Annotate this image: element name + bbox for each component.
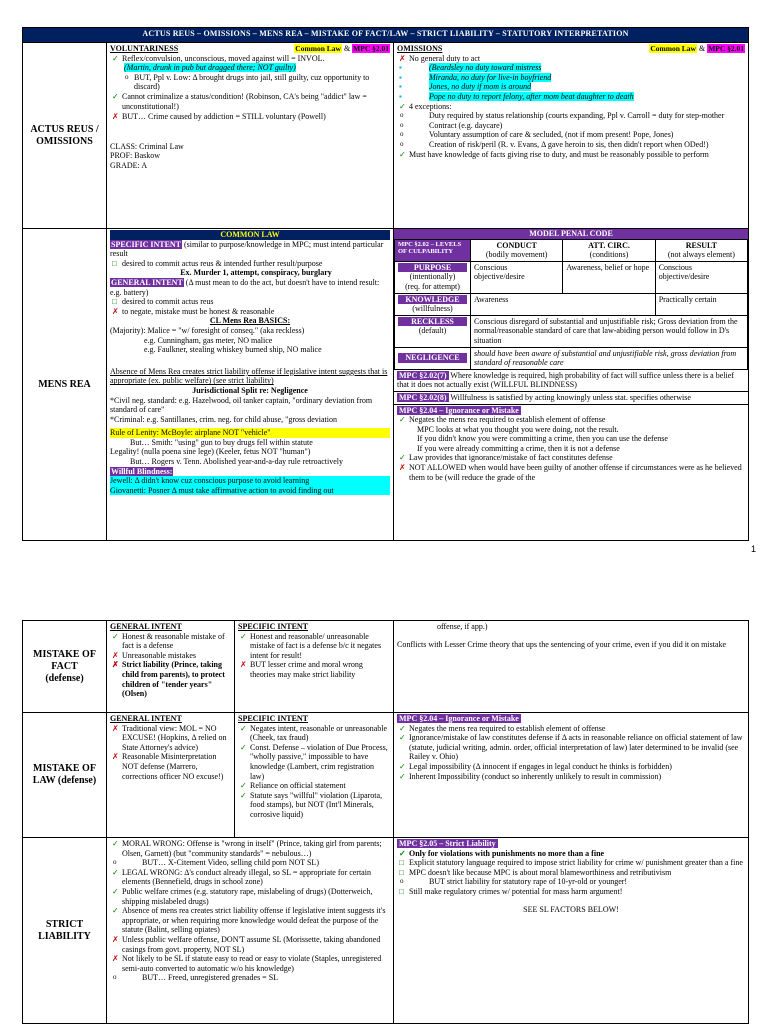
- mpc-201-tag: MPC §2.01: [353, 44, 389, 53]
- cl-item: (Majority): Malice = "w/ foresight of conseq." (aka reckless): [110, 325, 305, 335]
- page-number: 1: [750, 544, 756, 554]
- mol-general: GENERAL INTENT ✗ Traditional view: MOL = NO EXCUSE! (Hopkins, Δ relied on State Attorney's advice) ✗ Reasonable Misinterpretation NOT defense (Marrero, corrections officer NO excuse!): [107, 713, 235, 838]
- omissions-cell: OMISSIONS Common Law & MPC §2.01 ✗ No general duty to act ▪ (Beardsley no duty toward mistress ▪ Miranda, no duty for live-in boyfriend ▪ Jones, no duty if mom is around ▪ Pope no duty to report felony, after mom beat daughter to death ✓ 4 exceptions: o Duty required by status relationship (courts expanding, Ppl v. Carroll = duty for step-mother o Contract (e.g. daycare) o Voluntary assumption of care & secluded, (not if mom present! Pope, Jones) o Creation of risk/peril (R. v. Evans, Δ gave heroin to sis, then didn't report when ODed!) ✓ Must have knowledge of facts giving rise to duty, and must be reasonably possible to perform: [394, 43, 749, 229]
- amp-text: &: [343, 44, 351, 53]
- om-item: o Contract (e.g. daycare): [409, 121, 745, 131]
- cl-item: Jewell: Δ didn't know cuz conscious purpose to avoid learning: [110, 476, 390, 486]
- vol-item: ✗ BUT… Crime caused by addiction = STILL voluntary (Powell): [122, 112, 390, 122]
- conduct-header: CONDUCT: [496, 240, 537, 250]
- page-title: ACTUS REUS – OMISSIONS – MENS REA – MISTAKE OF FACT/LAW – STRICT LIABILITY – STATUTORY INTERPRETATION: [23, 28, 749, 43]
- culpability-table: MPC §2.02 – LEVELS OF CULPABILITY CONDUCT (bodily movement) ATT. CIRC. (conditions) RESULT (not always element) PURPOSE (intentionally) (req. for attempt) Conscious objective/desire Awareness, belief or hope Conscious objective/desire KNOWLEDGE (willfulness) Awareness Practically certain RECKLESS (default) Conscious disregard of substantial and unjustifiable risk; Gross deviation from the normal/reasonable standard of care that law-abiding person would follow in D's situation NEGLIGENCE should have been aware of substantial and unjustifiable risk, gross deviation from standard of reasonable care: [394, 239, 748, 370]
- mpc-201-tag: MPC §2.01: [708, 44, 745, 53]
- page-1: [22, 27, 748, 541]
- om-item: ▪ (Beardsley no duty toward mistress: [409, 63, 745, 73]
- cl-item: e.g. Faulkner, stealing whiskey burned ship, NO malice: [144, 345, 322, 355]
- om-item: o Creation of risk/peril (R. v. Evans, Δ gave heroin to sis, then didn't report when ODed!): [409, 140, 745, 150]
- common-law-cell: COMMON LAW SPECIFIC INTENT (similar to purpose/knowledge in MPC; must intend particular result □ desired to commit actus reus & intended further result/purpose Ex. Murder 1, attempt, conspiracy, burglary GENERAL INTENT (Δ must mean to do the act, but doesn't have to intend result: e.g. battery) □ desired to commit actus reus ✗ to negate, mistake must be honest & reasonable CL Mens Rea BASICS: (Majority): Malice = "w/ foresight of conseq." (aka reckless) e.g. Cunningham, gas meter, NO malice e.g. Faulkner, stealing whiskey burned ship, NO malice Absence of Mens Rea creates strict liability offense if legislative intent suggests that is appropriate (ex. public welfare) (see strict liability) Jurisdictional Split re: Negligence *Civil neg. standard: e.g. Hazelwood, oil tanker captain, "ordinary deviation from standard of care" *Criminal: e.g. Santillanes, crim. neg. for child abuse, "gross deviation Rule of Lenity: McBoyle: airplane NOT "vehicle" But… Smith: "using" gun to buy drugs fell within statute Legality! (nulla poena sine lege) (Keeler, fetus NOT "human") But… Rogers v. Tenn. Abolished year-and-a-day rule retroactively Willful Blindness: Jewell: Δ didn't know cuz conscious purpose to avoid learning Giovanetti: Posner Δ must take affirmative action to avoid finding out: [107, 229, 394, 541]
- om-item: ▪ Pope no duty to report felony, after mom beat daughter to death: [409, 92, 745, 102]
- row-label-strict-liability: STRICT LIABILITY: [23, 838, 107, 1024]
- knowledge-label: KNOWLEDGE: [398, 295, 467, 305]
- vol-item: o BUT, Ppl v. Low: Δ brought drugs into jail, still guilty, cuz opportunity to discard): [134, 73, 389, 92]
- row-label-actus-reus: ACTUS REUS / OMISSIONS: [23, 43, 107, 229]
- row-label-mens-rea: MENS REA: [23, 229, 107, 541]
- mol-mpc: MPC §2.04 – Ignorance or Mistake ✓ Negates the mens rea required to establish element of offense ✓ Ignorance/mistake of law constitutes defense if Δ acts in reasonable reliance on official statement of law (statute, judicial writing, admin. order, official interpretation of law) later determined to be invalid (see Railey v. Ohio) ✓ Legal impossibility (Δ innocent if engages in legal conduct he thinks is forbidden) ✓ Inherent Impossibility (conduct so inherently unlikely to result in commission): [394, 713, 749, 838]
- cl-item: e.g. Cunningham, gas meter, NO malice: [144, 335, 273, 345]
- om-item: ▪ Jones, no duty if mom is around: [409, 82, 745, 92]
- knowledge-result: Practically certain: [655, 293, 747, 315]
- purpose-circ: Awareness, belief or hope: [563, 261, 655, 293]
- omissions-heading: OMISSIONS: [397, 44, 443, 53]
- voluntariness-cell: [107, 43, 394, 229]
- outline-table-page-1: [22, 27, 749, 541]
- willful-blindness-label: Willful Blindness:: [111, 466, 173, 476]
- cl-item: Jurisdictional Split re: Negligence: [192, 385, 308, 395]
- om-item: ✓ 4 exceptions:: [409, 102, 745, 112]
- purpose-label: PURPOSE: [398, 263, 467, 273]
- culpability-header: MPC §2.02 – LEVELS OF CULPABILITY: [395, 239, 471, 261]
- cl-item: Absence of Mens Rea creates strict liability offense if legislative intent suggests that is appropriate (ex. public welfare) (see strict liability): [110, 366, 388, 386]
- mol-specific: SPECIFIC INTENT ✓ Negates intent, reasonable or unreasonable (Cheek, tax fraud) ✓ Const. Defense – violation of Due Process, "wholly passive," impossible to have knowledge (Lambert, crim registration law) ✓ Reliance on official statement ✓ Statute says "willful" violation (Liparota, food stamps), but NOT (Int'l Minerals, corrosive liquid): [235, 713, 394, 838]
- mpc-cell: [394, 229, 749, 541]
- mol-mpc-heading: MPC §2.04 – Ignorance or Mistake: [399, 714, 519, 723]
- knowledge-awareness: Awareness: [471, 293, 656, 315]
- reckless-label: RECKLESS: [398, 317, 467, 327]
- specific-intent-label: SPECIFIC INTENT: [111, 239, 182, 249]
- vol-item: (Martin, drunk in pub but dragged there; NOT guilty): [124, 63, 296, 73]
- om-item: ▪ Miranda, no duty for live-in boyfriend: [409, 73, 745, 83]
- see-sl-factors: SEE SL FACTORS BELOW!: [523, 904, 619, 914]
- row-label-mistake-of-fact: MISTAKE OF FACT (defense): [23, 621, 107, 713]
- om-item: o Duty required by status relationship (courts expanding, Ppl v. Carroll = duty for step-mother: [409, 111, 745, 121]
- class-info: CLASS: Criminal Law PROF: Baskow GRADE: A: [110, 141, 184, 170]
- om-item: ✓ Must have knowledge of facts giving rise to duty, and must be reasonably possible to perform: [409, 150, 745, 160]
- om-item: o Voluntary assumption of care & secluded, (not if mom present! Pope, Jones): [409, 130, 745, 140]
- mpc-heading: MODEL PENAL CODE: [394, 229, 748, 239]
- mpc-227: MPC §2.02(7) Where knowledge is required, high probability of fact will suffice unless there is a belief that it does not actually exist (WILLFUL BLINDNESS): [394, 370, 748, 392]
- att-circ-header: ATT. CIRC.: [588, 240, 630, 250]
- sl-mpc: MPC §2.05 – Strict Liability ✓ Only for violations with punishments no more than a fine □ Explicit statutory language required to impose strict liability for crime w/ punishment greater than a fine □ MPC doesn't like because MPC is about moral blameworthiness and retributivism o BUT strict liability for statutory rape of 10-yr-old or younger! □ Still make regulatory crimes w/ potential for mass harm argument! SEE SL FACTORS BELOW!: [394, 838, 749, 1024]
- cl-item: ✗ to negate, mistake must be honest & reasonable: [122, 307, 390, 317]
- vol-item: ✓ Reflex/convulsion, unconscious, moved against will = INVOL.: [122, 54, 390, 64]
- cl-item: □ desired to commit actus reus: [122, 297, 390, 307]
- cl-item: *Criminal: e.g. Santillanes, crim. neg. for child abuse, "gross deviation: [110, 414, 337, 424]
- common-law-heading: COMMON LAW: [110, 230, 390, 240]
- cl-item: *Civil neg. standard: e.g. Hazelwood, oil tanker captain, "ordinary deviation from standard of care": [110, 395, 373, 415]
- mpc-204-heading: MPC §2.04 – Ignorance or Mistake: [399, 405, 519, 415]
- purpose-result: Conscious objective/desire: [655, 261, 747, 293]
- cl-basics-heading: CL Mens Rea BASICS:: [209, 316, 291, 326]
- sl-left: ✓ MORAL WRONG: Offense is "wrong in itself" (Prince, taking girl from parents; Olsen, Garnett) (but "community standards" = nebulous…) o BUT… X-Citement Video, selling child porn NOT SL) ✓ LEGAL WRONG: Δ's conduct already illegal, so SL = appropriate for certain elements (Bennefield, drugs in school zone) ✓ Public welfare crimes (e.g. statutory rape, mislabeling of drugs) (Dotterweich, shipping mislabeled drugs) ✓ Absence of mens rea creates strict liability offense if legislative intent suggests it's appropriate, or when requiring more knowledge would defeat the purpose of the statute (Balint, selling opiates) ✗ Unless public welfare offense, DON'T assume SL (Morissette, taking abandoned casings from govt. property, NOT SL) ✗ Not likely to be SL if statute easy to read or easy to violate (Staples, unregistered semi-auto converted to automatic w/o his knowledge) o BUT… Freed, unregistered grenades = SL: [107, 838, 394, 1024]
- page-2: [22, 620, 748, 1024]
- outline-table-page-2: [22, 620, 749, 1024]
- voluntariness-heading: VOLUNTARINESS: [110, 44, 179, 53]
- cl-item: But… Smith: "using" gun to buy drugs fell within statute: [130, 437, 313, 447]
- sl-mpc-heading: MPC §2.05 – Strict Liability: [399, 839, 496, 848]
- reckless-def: Conscious disregard of substantial and unjustifiable risk; Gross deviation from the normal/reasonable standard of care that law-abiding person would follow in D's situation: [471, 315, 748, 347]
- vol-item: ✓ Cannot criminalize a status/condition! (Robinson, CA's being "addict" law = unconstitutional!): [122, 92, 390, 111]
- general-intent-label: GENERAL INTENT: [111, 277, 183, 287]
- purpose-conduct: Conscious objective/desire: [471, 261, 563, 293]
- cl-item: But… Rogers v. Tenn. Abolished year-and-a-day rule retroactively: [130, 457, 343, 467]
- common-law-tag: Common Law: [650, 44, 696, 53]
- cl-item: □ desired to commit actus reus & intended further result/purpose: [122, 259, 390, 269]
- mof-general: GENERAL INTENT ✓ Honest & reasonable mistake of fact is a defense ✗ Unreasonable mistakes ✗ Strict liability (Prince, taking child from parents), to protect children of "tender years" (Olsen): [107, 621, 235, 713]
- negligence-label: NEGLIGENCE: [398, 353, 467, 363]
- mpc-228: MPC §2.02(8) Willfulness is satisfied by acting knowingly unless stat. specifies otherwise: [394, 392, 748, 405]
- mof-mpc: offense, if app.) Conflicts with Lesser Crime theory that ups the sentencing of your crime, even if you did it on mistake: [394, 621, 749, 713]
- cl-item: Giovanetti: Posner Δ must take affirmative action to avoid finding out: [110, 486, 390, 496]
- common-law-tag: Common Law: [295, 44, 341, 53]
- mpc-204: MPC §2.04 – Ignorance or Mistake ✓ Negates the mens rea required to establish element of offense MPC looks at what you thought you were doing, not the result. If you didn't know you were committing a crime, then you can use the defense If you were already committing a crime, then it is not a defense ✓ Law provides that ignorance/mistake of fact constitutes defense ✗ NOT ALLOWED when would have been guilty of another offense if circumstances were as he believed them to be (will reduce the grade of the: [394, 405, 748, 484]
- cl-item: Legality! (nulla poena sine lege) (Keeler, fetus NOT "human"): [110, 447, 311, 457]
- negligence-def: should have been aware of substantial and unjustifiable risk, gross deviation from standard of reasonable care: [471, 347, 748, 369]
- result-header: RESULT: [685, 240, 717, 250]
- cl-item: Rule of Lenity: McBoyle: airplane NOT "vehicle": [110, 428, 390, 438]
- cl-item: Ex. Murder 1, attempt, conspiracy, burglary: [180, 268, 332, 278]
- mof-specific: SPECIFIC INTENT ✓ Honest and reasonable/ unreasonable mistake of fact is a defense b/c it negates intent for result! ✗ BUT lesser crime and moral wrong theories may make strict liability: [235, 621, 394, 713]
- row-label-mistake-of-law: MISTAKE OF LAW (defense): [23, 713, 107, 838]
- om-item: ✗ No general duty to act: [409, 54, 745, 64]
